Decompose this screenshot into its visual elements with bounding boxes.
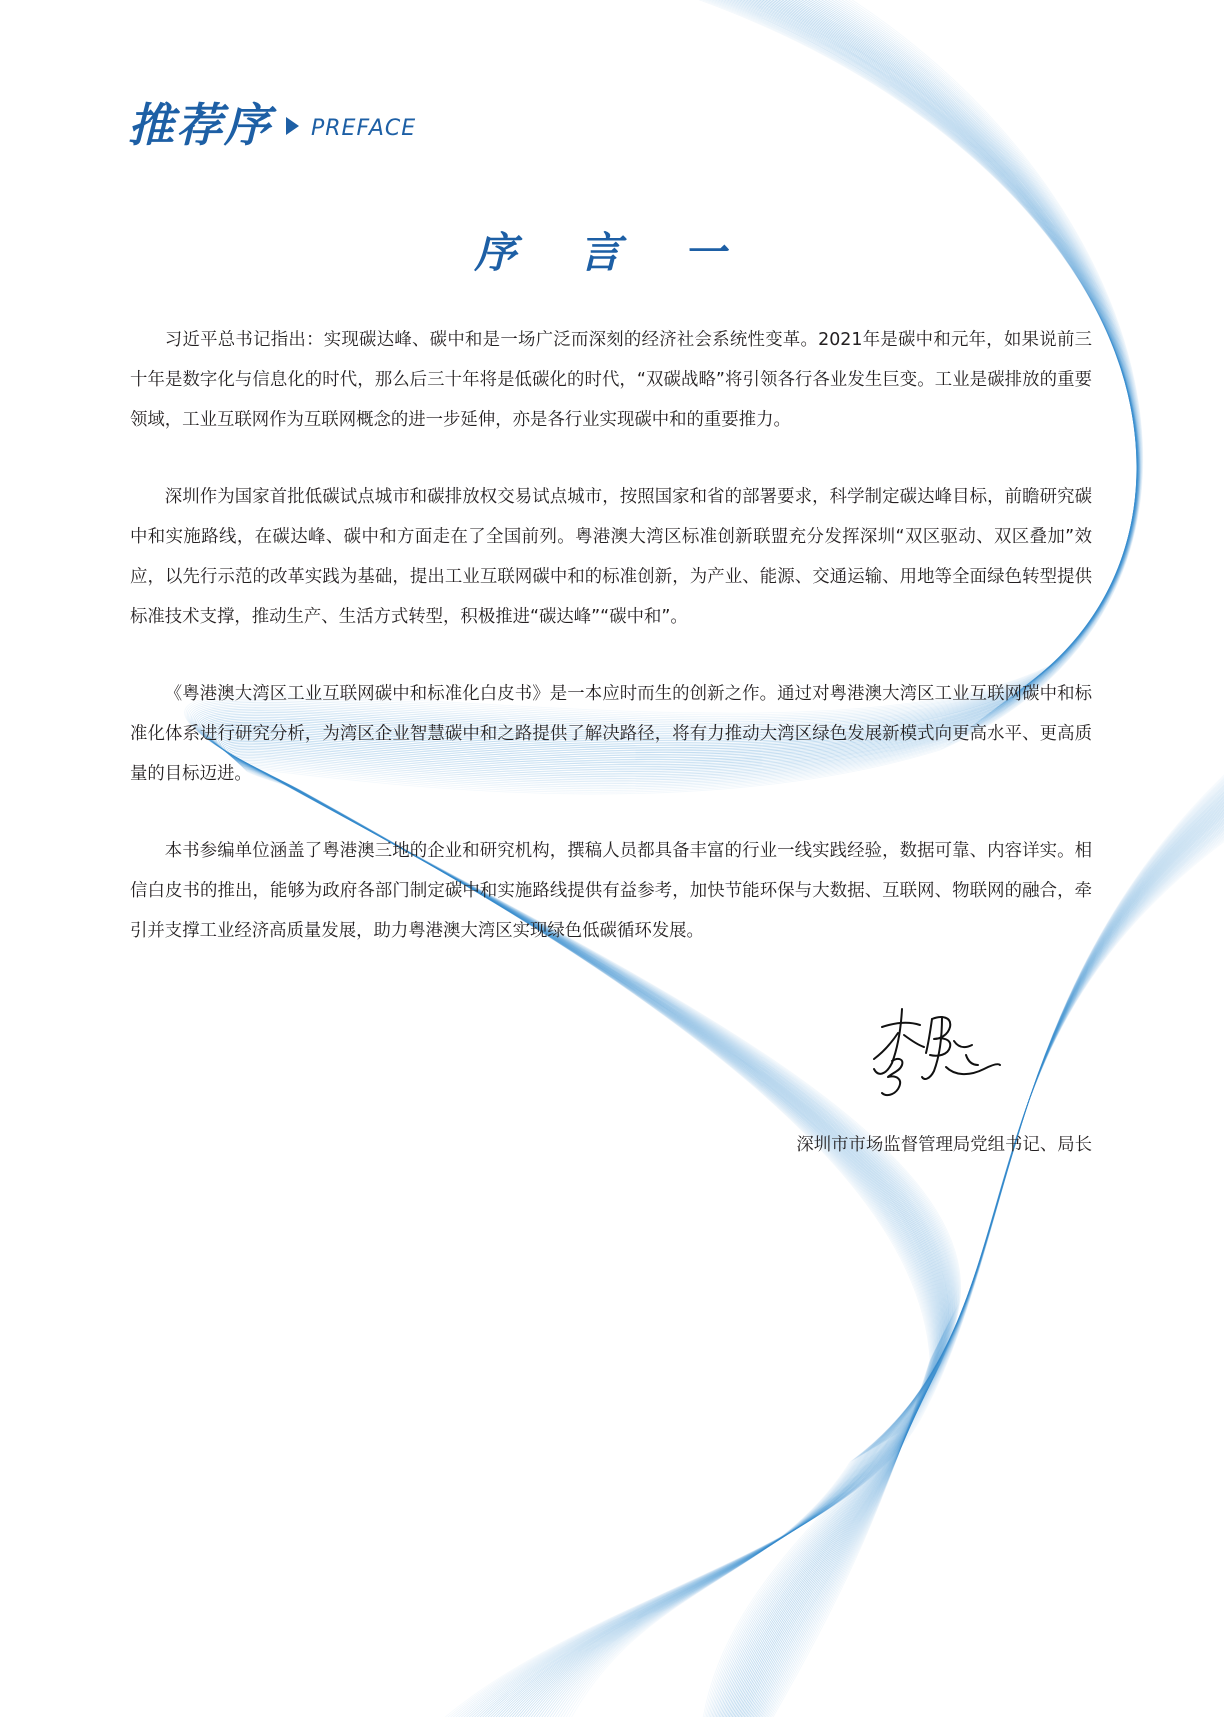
page-heading: 序 言 一 bbox=[474, 228, 750, 277]
play-arrow-icon bbox=[286, 117, 299, 135]
section-header bbox=[128, 92, 416, 152]
paragraph-4: 本书参编单位涵盖了粤港澳三地的企业和研究机构，撰稿人员都具备丰富的行业一线实践经验，数据可靠、内容详实。相信白皮书的推出，能够为政府各部门制定碳中和实施路线提供有益参考，加快节能环保与大数据、互联网、物联网的融合，牵引并支撑工业经济高质量发展，助力粤港澳大湾区实现绿色低碳循环发展。 bbox=[130, 841, 1092, 941]
section-subtitle: PREFACE bbox=[311, 115, 417, 141]
section-title: 推荐序 bbox=[128, 98, 272, 152]
preface-body bbox=[130, 320, 1092, 988]
paragraph-3: 《粤港澳大湾区工业互联网碳中和标准化白皮书》是一本应时而生的创新之作。通过对粤港澳大湾区工业互联网碳中和标准化体系进行研究分析，为湾区企业智慧碳中和之路提供了解决路径，将有力推动大湾区绿色发展新模式向更高水平、更高质量的目标迈进。 bbox=[130, 684, 1092, 784]
handwritten-signature bbox=[868, 1005, 1004, 1105]
signatory-title: 深圳市市场监督管理局党组书记、局长 bbox=[796, 1135, 1092, 1155]
paragraph-1: 习近平总书记指出：实现碳达峰、碳中和是一场广泛而深刻的经济社会系统性变革。2021年是碳中和元年，如果说前三十年是数字化与信息化的时代，那么后三十年将是低碳化的时代，“双碳战略”将引领各行各业发生巨变。工业是碳排放的重要领域，工业互联网作为互联网概念的进一步延伸，亦是各行业实现碳中和的重要推力。 bbox=[130, 330, 1092, 430]
paragraph-2: 深圳作为国家首批低碳试点城市和碳排放权交易试点城市，按照国家和省的部署要求，科学制定碳达峰目标，前瞻研究碳中和实施路线，在碳达峰、碳中和方面走在了全国前列。粤港澳大湾区标准创新联盟充分发挥深圳“双区驱动、双区叠加”效应，以先行示范的改革实践为基础，提出工业互联网碳中和的标准创新，为产业、能源、交通运输、用地等全面绿色转型提供标准技术支撑，推动生产、生活方式转型，积极推进“碳达峰”“碳中和”。 bbox=[130, 487, 1092, 627]
